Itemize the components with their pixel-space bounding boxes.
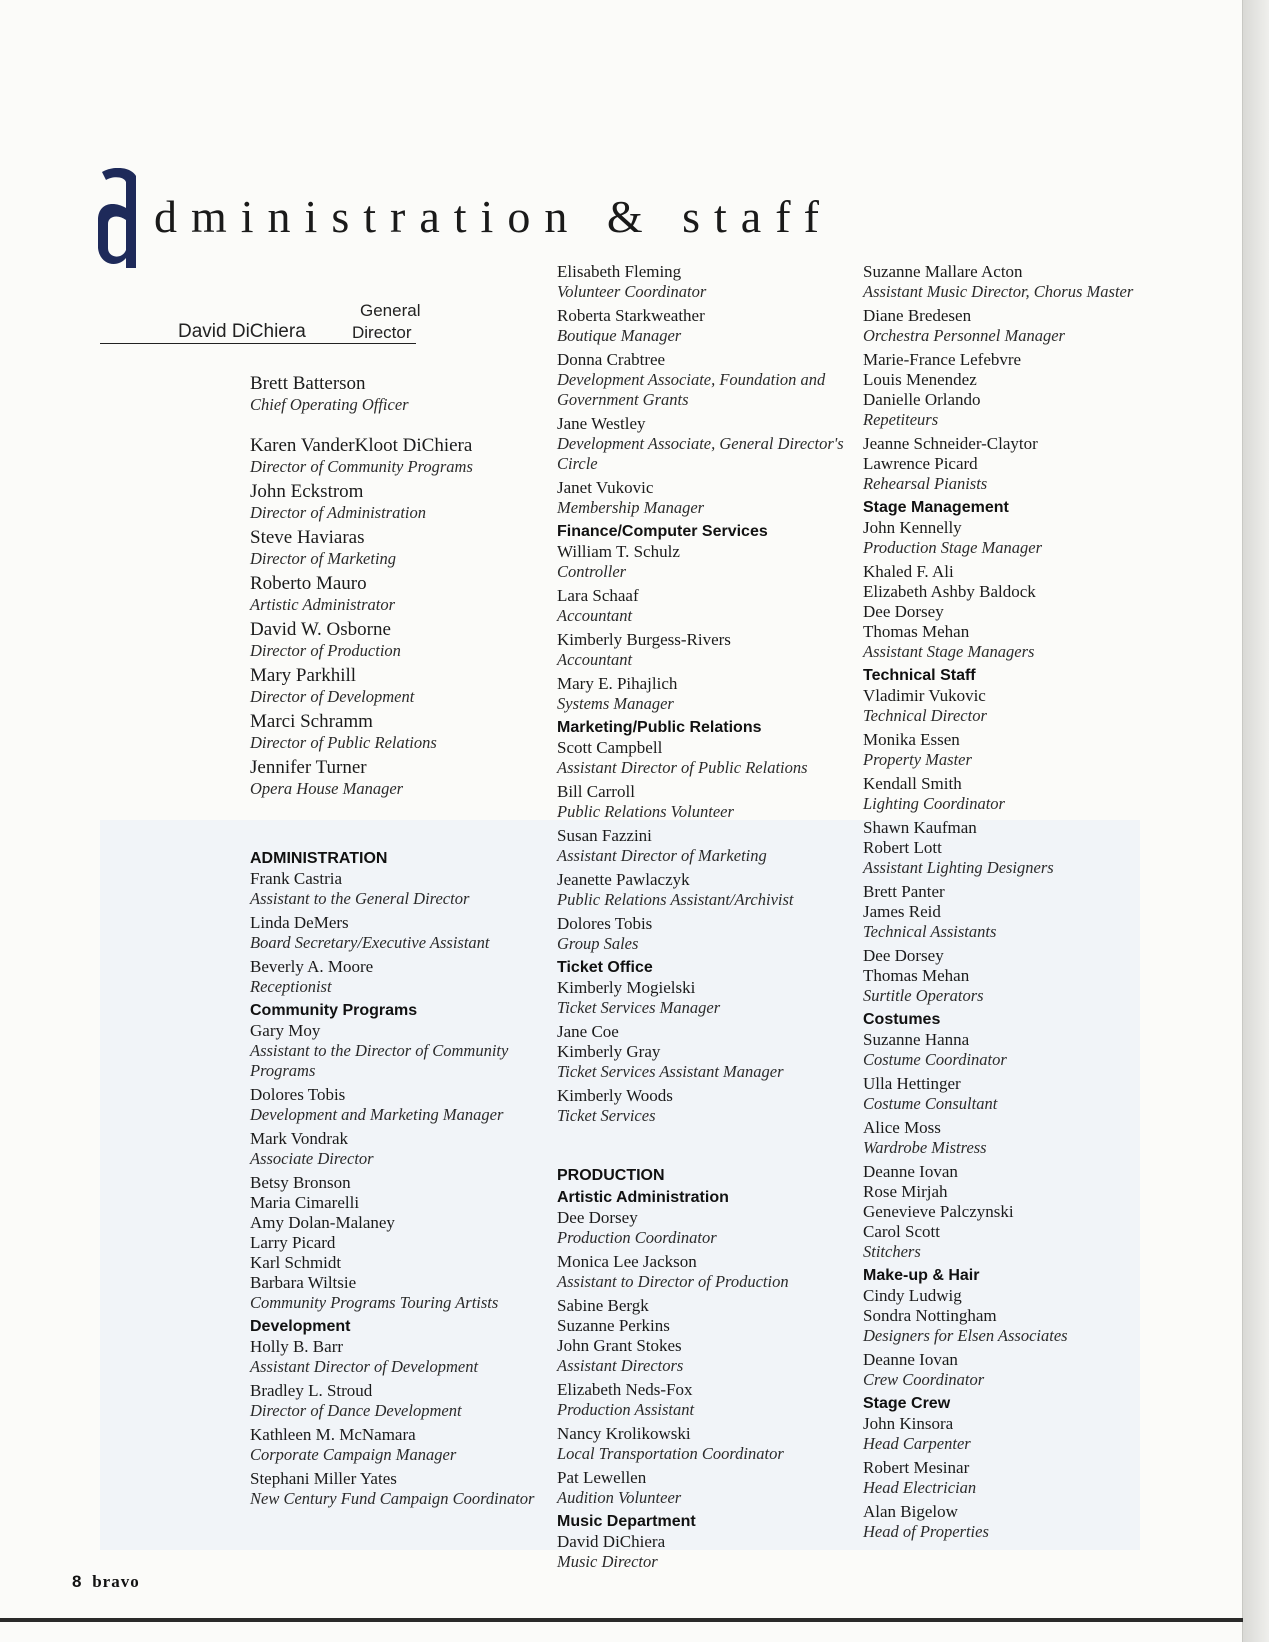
staff-role: Repetiteurs	[863, 410, 939, 429]
staff-role: Designers for Elsen Associates	[863, 1326, 1068, 1345]
staff-entry	[863, 434, 1193, 494]
staff-name: Amy Dolan-Malaney	[250, 1213, 395, 1232]
staff-role: Director of Marketing	[250, 549, 397, 568]
staff-name: Beverly A. Moore	[250, 957, 374, 976]
staff-name: Frank Castria	[250, 869, 343, 888]
staff-role: Group Sales	[557, 934, 639, 953]
staff-role: Accountant	[557, 606, 633, 625]
staff-name: Mary E. Pihajlich	[557, 674, 678, 693]
staff-entry	[250, 1337, 540, 1377]
staff-role: Property Master	[863, 750, 972, 769]
section-heading: Artistic Administration	[557, 1189, 729, 1206]
staff-role: Audition Volunteer	[557, 1488, 682, 1507]
staff-role: Accountant	[557, 650, 633, 669]
staff-role: Rehearsal Pianists	[863, 474, 988, 493]
staff-entry	[863, 350, 1193, 430]
section-heading: PRODUCTION	[557, 1167, 665, 1184]
general-director-rule	[100, 343, 416, 344]
title-text: dministration & staff	[154, 191, 834, 242]
staff-entry	[863, 774, 1193, 814]
staff-entry	[557, 1296, 847, 1376]
staff-role: Production Stage Manager	[863, 538, 1043, 557]
staff-entry	[250, 1021, 540, 1081]
staff-entry	[863, 1414, 1193, 1454]
section-heading: Development	[250, 1318, 351, 1335]
staff-role: Development and Marketing Manager	[250, 1105, 504, 1124]
staff-entry	[557, 1252, 847, 1292]
staff-entry	[863, 818, 1193, 878]
staff-role: Director of Public Relations	[250, 733, 437, 752]
leadership-list	[250, 373, 540, 799]
bottom-rule	[0, 1618, 1243, 1622]
staff-entry	[863, 730, 1193, 770]
staff-name: Susan Fazzini	[557, 826, 652, 845]
staff-name: Barbara Wiltsie	[250, 1273, 357, 1292]
staff-role: Development Associate, General Director's Circle	[557, 434, 844, 473]
staff-entry	[557, 978, 847, 1018]
staff-name: John Kinsora	[863, 1414, 954, 1433]
staff-name: Jeanette Pawlaczyk	[557, 870, 690, 889]
staff-role: Chief Operating Officer	[250, 395, 409, 414]
staff-name: Dolores Tobis	[250, 1085, 346, 1104]
staff-name: Elisabeth Fleming	[557, 262, 682, 281]
staff-role: Costume Coordinator	[863, 1050, 1007, 1069]
staff-name: Dee Dorsey	[863, 602, 944, 621]
staff-role: Assistant Lighting Designers	[863, 858, 1054, 877]
staff-list-col1	[250, 849, 540, 1509]
staff-name: Jeanne Schneider-Claytor	[863, 434, 1038, 453]
staff-name: John Eckstrom	[250, 481, 364, 502]
staff-name: Ulla Hettinger	[863, 1074, 961, 1093]
staff-name: Scott Campbell	[557, 738, 663, 757]
page-number: 8	[72, 1572, 82, 1591]
staff-role: Ticket Services Manager	[557, 998, 721, 1017]
staff-role: Local Transportation Coordinator	[557, 1444, 784, 1463]
staff-name: Rose Mirjah	[863, 1182, 948, 1201]
spacer	[557, 1130, 847, 1164]
staff-name: Brett Panter	[863, 882, 945, 901]
staff-name: John Kennelly	[863, 518, 962, 537]
staff-name: Robert Mesinar	[863, 1458, 970, 1477]
staff-name: Alan Bigelow	[863, 1502, 958, 1521]
staff-entry	[557, 542, 847, 582]
staff-name: Kendall Smith	[863, 774, 962, 793]
spacer	[250, 803, 540, 847]
staff-name: Monika Essen	[863, 730, 960, 749]
staff-name: Genevieve Palczynski	[863, 1202, 1014, 1221]
staff-entry	[557, 1022, 847, 1082]
staff-name: Shawn Kaufman	[863, 818, 977, 837]
staff-entry	[250, 1129, 540, 1169]
staff-entry	[557, 870, 847, 910]
staff-role: Assistant to the General Director	[250, 889, 470, 908]
section-heading: Make-up & Hair	[863, 1267, 980, 1284]
section-heading: Costumes	[863, 1011, 941, 1028]
staff-role: Crew Coordinator	[863, 1370, 985, 1389]
staff-name: Bradley L. Stroud	[250, 1381, 373, 1400]
staff-name: Thomas Mehan	[863, 622, 970, 641]
staff-role: Systems Manager	[557, 694, 674, 713]
staff-name: Larry Picard	[250, 1233, 336, 1252]
staff-entry	[557, 478, 847, 518]
staff-role: Music Director	[557, 1552, 658, 1571]
staff-entry	[250, 527, 540, 569]
staff-role: Volunteer Coordinator	[557, 282, 707, 301]
staff-role: Production Coordinator	[557, 1228, 717, 1247]
staff-entry	[863, 882, 1193, 942]
staff-entry	[250, 1381, 540, 1421]
column-right	[863, 262, 1193, 1546]
staff-role: Receptionist	[250, 977, 332, 996]
staff-role: Ticket Services Assistant Manager	[557, 1062, 784, 1081]
staff-role: Assistant Stage Managers	[863, 642, 1035, 661]
staff-name: Brett Batterson	[250, 373, 366, 394]
staff-role: Assistant Director of Marketing	[557, 846, 767, 865]
section-heading: Music Department	[557, 1513, 696, 1530]
staff-entry	[557, 586, 847, 626]
staff-role: Orchestra Personnel Manager	[863, 326, 1065, 345]
staff-role: Surtitle Operators	[863, 986, 984, 1005]
staff-name: Louis Menendez	[863, 370, 977, 389]
staff-name: David W. Osborne	[250, 619, 391, 640]
staff-entry	[250, 619, 540, 661]
staff-entry	[250, 869, 540, 909]
staff-role: Public Relations Assistant/Archivist	[557, 890, 794, 909]
staff-name: Sabine Bergk	[557, 1296, 649, 1315]
staff-role: Controller	[557, 562, 627, 581]
staff-entry	[557, 1468, 847, 1508]
staff-role: Production Assistant	[557, 1400, 695, 1419]
staff-name: Marci Schramm	[250, 711, 373, 732]
staff-entry	[863, 686, 1193, 726]
staff-name: William T. Schulz	[557, 542, 680, 561]
column-middle	[557, 262, 847, 1576]
staff-name: Khaled F. Ali	[863, 562, 954, 581]
page-gutter	[1242, 0, 1269, 1642]
staff-name: John Grant Stokes	[557, 1336, 682, 1355]
staff-entry	[863, 1118, 1193, 1158]
section-heading: Finance/Computer Services	[557, 523, 768, 540]
magazine-name: bravo	[92, 1572, 140, 1591]
staff-entry	[557, 1208, 847, 1248]
staff-entry	[557, 630, 847, 670]
staff-role: Associate Director	[250, 1149, 374, 1168]
gd-title-line1: General	[360, 301, 421, 320]
staff-entry	[557, 1380, 847, 1420]
staff-entry	[863, 1074, 1193, 1114]
staff-role: Ticket Services	[557, 1106, 656, 1125]
staff-role: Costume Consultant	[863, 1094, 998, 1113]
staff-name: Suzanne Mallare Acton	[863, 262, 1023, 281]
staff-role: Community Programs Touring Artists	[250, 1293, 499, 1312]
staff-role: Head Carpenter	[863, 1434, 971, 1453]
staff-name: Suzanne Perkins	[557, 1316, 670, 1335]
staff-name: Gary Moy	[250, 1021, 321, 1040]
staff-name: Lara Schaaf	[557, 586, 639, 605]
section-heading: Marketing/Public Relations	[557, 719, 762, 736]
general-director-name: David DiChiera	[178, 321, 306, 342]
section-heading: Ticket Office	[557, 959, 653, 976]
staff-entry	[557, 1424, 847, 1464]
staff-name: Betsy Bronson	[250, 1173, 351, 1192]
staff-entry	[557, 350, 847, 410]
column-left	[250, 373, 540, 1513]
staff-entry	[863, 1030, 1193, 1070]
staff-name: Pat Lewellen	[557, 1468, 647, 1487]
staff-role: Public Relations Volunteer	[557, 802, 734, 821]
staff-entry	[863, 1502, 1193, 1542]
staff-role: Assistant Director of Public Relations	[557, 758, 808, 777]
staff-name: Kimberly Gray	[557, 1042, 661, 1061]
staff-name: Thomas Mehan	[863, 966, 970, 985]
staff-role: Wardrobe Mistress	[863, 1138, 987, 1157]
staff-entry	[557, 1086, 847, 1126]
staff-name: Karl Schmidt	[250, 1253, 342, 1272]
staff-entry	[557, 262, 847, 302]
staff-name: Mary Parkhill	[250, 665, 357, 686]
staff-entry	[250, 481, 540, 523]
staff-entry	[557, 914, 847, 954]
section-heading: Community Programs	[250, 1002, 418, 1019]
staff-role: Head Electrician	[863, 1478, 977, 1497]
staff-role: Assistant to Director of Production	[557, 1272, 789, 1291]
staff-name: Carol Scott	[863, 1222, 940, 1241]
staff-role: Membership Manager	[557, 498, 705, 517]
staff-role: Assistant Directors	[557, 1356, 684, 1375]
gd-title-line2: Director	[352, 323, 412, 342]
staff-role: Lighting Coordinator	[863, 794, 1005, 813]
staff-role: Assistant Director of Development	[250, 1357, 479, 1376]
staff-name: Kimberly Woods	[557, 1086, 673, 1105]
staff-name: Lawrence Picard	[863, 454, 978, 473]
staff-role: Assistant to the Director of Community Programs	[250, 1041, 509, 1080]
staff-name: James Reid	[863, 902, 941, 921]
staff-entry	[863, 262, 1193, 302]
staff-name: Robert Lott	[863, 838, 942, 857]
staff-name: Donna Crabtree	[557, 350, 666, 369]
staff-name: Dee Dorsey	[557, 1208, 638, 1227]
drop-cap-a	[96, 168, 142, 268]
staff-role: Technical Assistants	[863, 922, 997, 941]
staff-entry	[250, 957, 540, 997]
staff-entry	[250, 373, 540, 415]
staff-role: Corporate Campaign Manager	[250, 1445, 457, 1464]
staff-entry	[557, 414, 847, 474]
staff-name: Janet Vukovic	[557, 478, 654, 497]
staff-entry	[250, 1469, 540, 1509]
staff-entry	[557, 738, 847, 778]
staff-name: Jane Westley	[557, 414, 646, 433]
section-heading: Stage Management	[863, 499, 1009, 516]
staff-name: Sondra Nottingham	[863, 1306, 997, 1325]
staff-name: Diane Bredesen	[863, 306, 972, 325]
staff-role: Director of Community Programs	[250, 457, 473, 476]
staff-entry	[557, 306, 847, 346]
staff-role: Assistant Music Director, Chorus Master	[863, 282, 1134, 301]
staff-name: Kimberly Mogielski	[557, 978, 696, 997]
staff-name: Nancy Krolikowski	[557, 1424, 691, 1443]
staff-entry	[557, 782, 847, 822]
staff-name: Cindy Ludwig	[863, 1286, 962, 1305]
staff-name: Vladimir Vukovic	[863, 686, 986, 705]
staff-role: Board Secretary/Executive Assistant	[250, 933, 490, 952]
staff-name: Elizabeth Ashby Baldock	[863, 582, 1036, 601]
staff-entry	[557, 1532, 847, 1572]
staff-name: Deanne Iovan	[863, 1350, 958, 1369]
staff-name: Jennifer Turner	[250, 757, 367, 778]
staff-name: Steve Haviaras	[250, 527, 365, 548]
staff-name: Alice Moss	[863, 1118, 941, 1137]
staff-entry	[557, 674, 847, 714]
staff-role: Director of Administration	[250, 503, 427, 522]
staff-name: Kimberly Burgess-Rivers	[557, 630, 731, 649]
section-heading: ADMINISTRATION	[250, 850, 388, 867]
staff-entry	[557, 826, 847, 866]
staff-role: Technical Director	[863, 706, 987, 725]
staff-entry	[250, 573, 540, 615]
staff-name: Linda DeMers	[250, 913, 349, 932]
staff-entry	[250, 913, 540, 953]
staff-name: Dee Dorsey	[863, 946, 944, 965]
staff-name: Suzanne Hanna	[863, 1030, 970, 1049]
staff-name: Dolores Tobis	[557, 914, 653, 933]
staff-name: Kathleen M. McNamara	[250, 1425, 416, 1444]
section-heading: Technical Staff	[863, 667, 976, 684]
staff-role: Artistic Administrator	[250, 595, 396, 614]
section-heading: Stage Crew	[863, 1395, 951, 1412]
staff-entry	[863, 1162, 1193, 1262]
staff-entry	[863, 1350, 1193, 1390]
staff-role: Director of Dance Development	[250, 1401, 462, 1420]
staff-entry	[250, 1085, 540, 1125]
staff-entry	[863, 562, 1193, 662]
staff-entry	[250, 435, 540, 477]
staff-role: New Century Fund Campaign Coordinator	[250, 1489, 535, 1508]
staff-name: Holly B. Barr	[250, 1337, 344, 1356]
staff-entry	[250, 1425, 540, 1465]
staff-name: Roberta Starkweather	[557, 306, 705, 325]
staff-entry	[863, 518, 1193, 558]
page-folio	[72, 1572, 140, 1592]
staff-name: David DiChiera	[557, 1532, 666, 1551]
staff-role: Director of Development	[250, 687, 415, 706]
staff-name: Roberto Mauro	[250, 573, 367, 594]
staff-entry	[250, 665, 540, 707]
staff-entry	[250, 711, 540, 753]
staff-role: Boutique Manager	[557, 326, 682, 345]
staff-name: Deanne Iovan	[863, 1162, 958, 1181]
staff-entry	[863, 946, 1193, 1006]
staff-name: Karen VanderKloot DiChiera	[250, 435, 473, 456]
staff-entry	[863, 1458, 1193, 1498]
staff-name: Stephani Miller Yates	[250, 1469, 397, 1488]
staff-name: Maria Cimarelli	[250, 1193, 360, 1212]
staff-name: Elizabeth Neds-Fox	[557, 1380, 693, 1399]
staff-name: Marie-France Lefebvre	[863, 350, 1022, 369]
staff-name: Monica Lee Jackson	[557, 1252, 697, 1271]
staff-name: Jane Coe	[557, 1022, 619, 1041]
staff-role: Head of Properties	[863, 1522, 989, 1541]
staff-entry	[863, 1286, 1193, 1346]
general-director-title	[352, 300, 420, 344]
staff-name: Mark Vondrak	[250, 1129, 349, 1148]
staff-role: Opera House Manager	[250, 779, 404, 798]
staff-name: Bill Carroll	[557, 782, 635, 801]
staff-role: Stitchers	[863, 1242, 921, 1261]
staff-entry	[863, 306, 1193, 346]
staff-role: Director of Production	[250, 641, 401, 660]
staff-entry	[250, 1173, 540, 1313]
staff-name: Danielle Orlando	[863, 390, 981, 409]
staff-role: Development Associate, Foundation and Government Grants	[557, 370, 826, 409]
staff-entry	[250, 757, 540, 799]
